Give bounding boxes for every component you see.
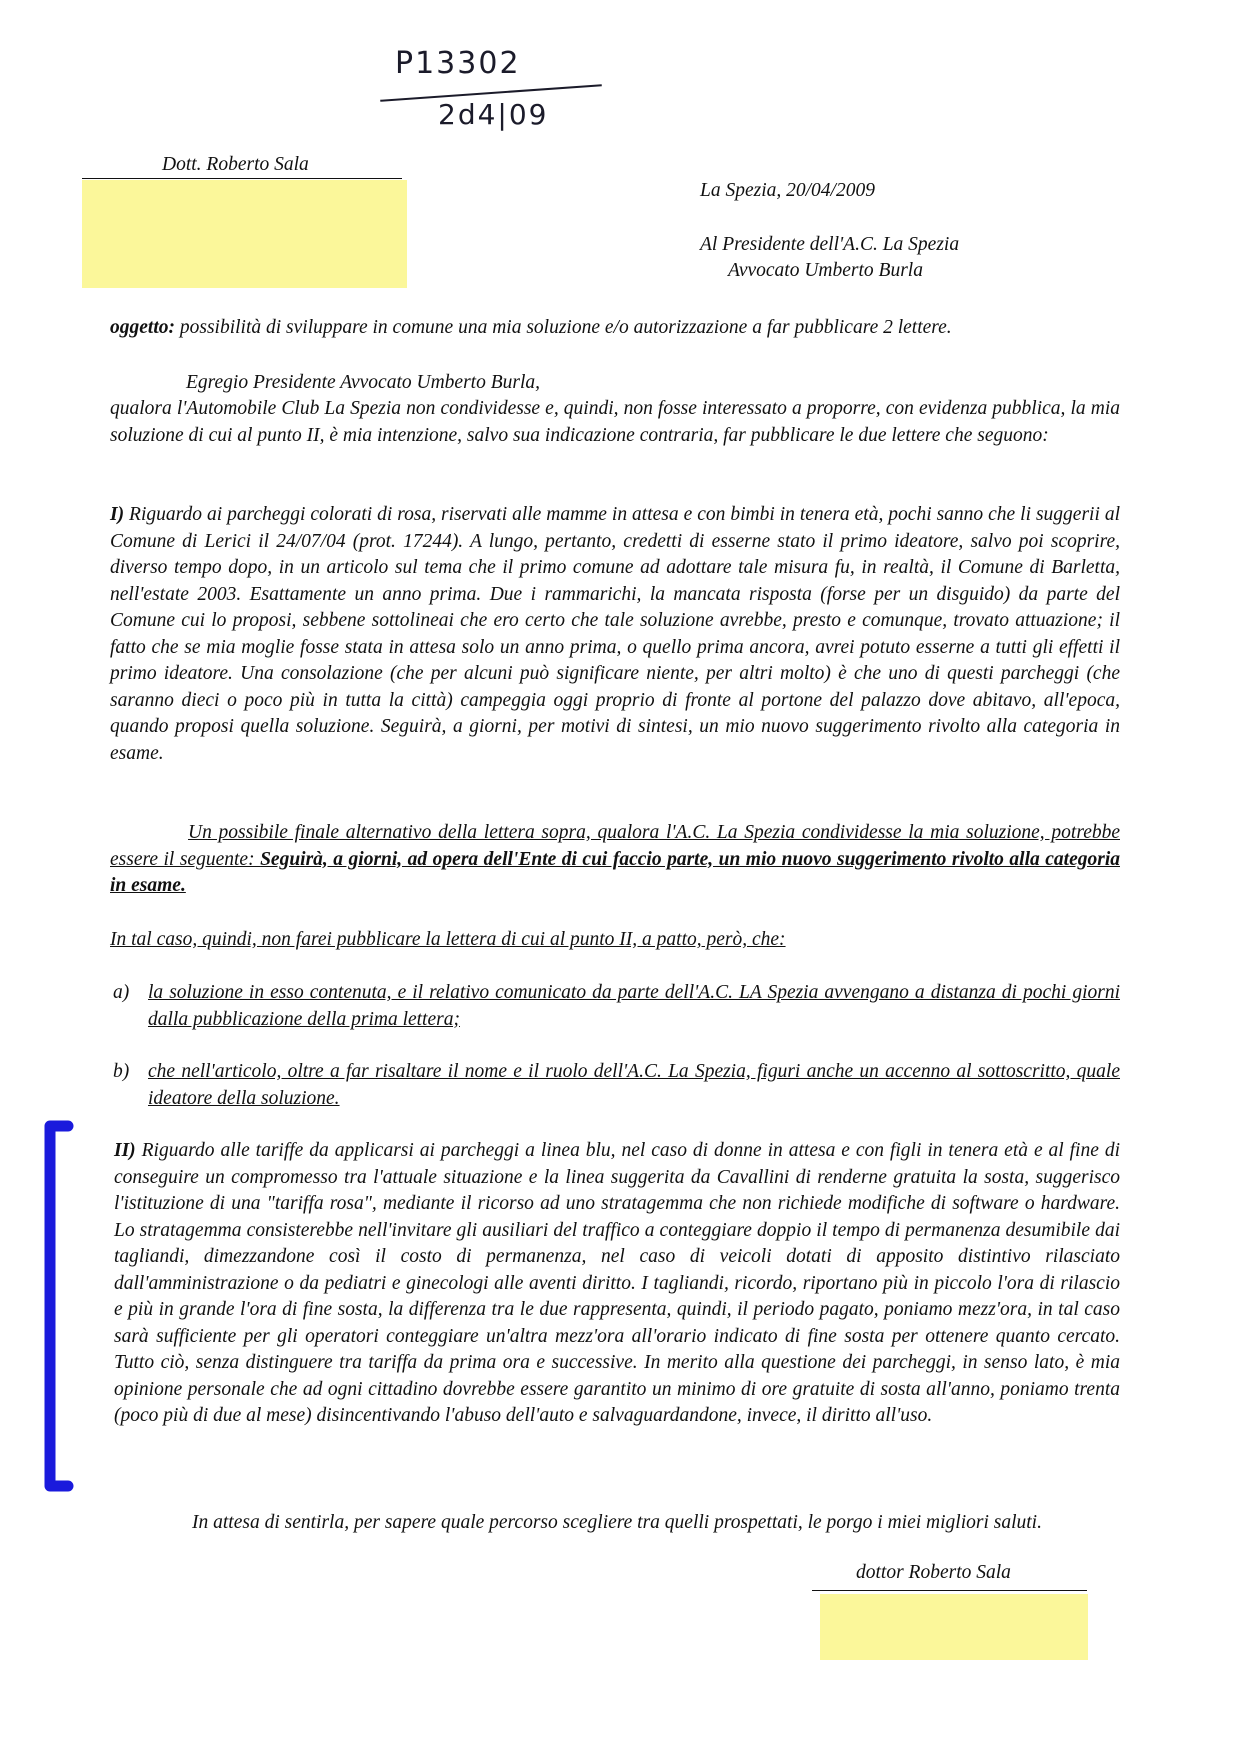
blue-bracket-mark (38, 1118, 78, 1494)
place-date: La Spezia, 20/04/2009 (700, 180, 875, 201)
section-ii-label: II) (114, 1140, 136, 1161)
alternative-ending-text: Un possibile finale alternativo della lettera sopra, qualora l'A.C. La Spezia condividesse la mia soluzione, potrebbe essere il seguente: (110, 822, 1120, 870)
section-i-text: Riguardo ai parcheggi colorati di rosa, riservati alle mamme in attesa e con bimbi in tenera età, pochi sanno che li suggerii al Comune di Lerici il 24/07/04 (prot. 17244). A lungo, pertanto, credetti di esserne stato il primo ideatore, salvo poi scoprire, diverso tempo dopo, in un articolo sul tema che il primo comune ad adottare tale misura fu, in realtà, il Comune di Barletta, nell'estate 2003. Esattamente un anno prima. Due i rammarichi, la mancata risposta (forse per un disguido) da parte del Comune cui lo proposi, sebbene sottolineai che ero certo che tale soluzione avrebbe, presto e comunque, trovato attuazione; il fatto che se mia moglie fosse stata in attesa solo un anno prima, o quello prima ancora, avrei potuto esserne a tutti gli effetti il primo ideatore. Una consolazione (che per alcuni può significare niente, per altri molto) è che uno di questi parcheggi (che saranno dieci o poco più in tutta la città) campeggia oggi proprio di fronte al portone del palazzo dove abitavo, all'epoca, quando proposi quella soluzione. Seguirà, a giorni, per motivi di sintesi, un mio nuovo suggerimento rivolto alla categoria in esame. (110, 504, 1120, 764)
condition-b-label: b) (113, 1061, 130, 1082)
handwritten-protocol-number: P13302 (395, 46, 521, 81)
condition-a-label: a) (113, 982, 130, 1003)
alternative-ending-paragraph (110, 820, 1120, 900)
section-i-label: I) (110, 504, 125, 525)
recipient-title: Al Presidente dell'A.C. La Spezia (700, 234, 960, 255)
condition-b-text: che nell'articolo, oltre a far risaltare il nome e il ruolo dell'A.C. La Spezia, figuri anche un accenno al sottoscritto, quale ideatore della soluzione. (148, 1061, 1120, 1109)
condition-intro: In tal caso, quindi, non farei pubblicare la lettera di cui al punto II, a patto, però, che: (110, 929, 786, 950)
closing-paragraph: In attesa di sentirla, per sapere quale percorso scegliere tra quelli prospettati, le porgo i miei migliori saluti. (192, 1512, 1042, 1533)
section-ii-text: Riguardo alle tariffe da applicarsi ai parcheggi a linea blu, nel caso di donne in attesa e con figli in tenera età e al fine di conseguire un compromesso tra l'attuale situazione e la linea suggerita da Cavallini di renderne gratuita la sosta, suggerisco l'istituzione di una "tariffa rosa", mediante il ricorso ad uno stratagemma che non richiede modifiche di software o hardware. Lo stratagemma consisterebbe nell'invitare gli ausiliari del traffico a conteggiare doppio il tempo di permanenza desumibile dai tagliandi, dimezzandone così il costo di permanenza, nel caso di veicoli dotati di apposito distintivo rilasciato dall'amministrazione o da pediatri e ginecologi alle aventi diritto. I tagliandi, ricordo, riportano più in piccolo l'ora di rilascio e più in grande l'ora di fine sosta, la differenza tra le due rappresenta, quindi, il periodo pagato, poniamo mezz'ora, in tal caso sarà sufficiente per gli operatori conteggiare un'altra mezz'ora all'orario indicato di fine sosta per ottenere quanto cercato. Tutto ciò, senza distinguere tra tariffa da prima ora e successive. In merito alla questione dei parcheggi, in senso lato, è mia opinione personale che ad ogni cittadino dovrebbe essere garantito un minimo di ore gratuite di sosta all'anno, poniamo trenta (poco più di due al mese) disincentivando l'abuso dell'auto e salvaguardandone, invece, il diritto all'uso. (114, 1140, 1120, 1426)
condition-a-text: la soluzione in esso contenuta, e il relativo comunicato da parte dell'A.C. LA Spezia avvengano a distanza di pochi giorni dalla pubblicazione della prima lettera; (148, 982, 1120, 1030)
intro-paragraph: qualora l'Automobile Club La Spezia non condividesse e, quindi, non fosse interessato a proporre, con evidenza pubblica, la mia soluzione di cui al punto II, è mia intenzione, salvo sua indicazione contraria, far pubblicare le due lettere che seguono: (110, 398, 1120, 446)
subject-label: oggetto: (110, 317, 175, 338)
signature-name: dottor Roberto Sala (856, 1562, 1011, 1583)
subject-line (110, 315, 1120, 342)
section-ii-paragraph (114, 1138, 1120, 1430)
redacted-signature (820, 1594, 1088, 1660)
recipient-name: Avvocato Umberto Burla (728, 260, 923, 281)
alternative-ending-bold: Seguirà, a giorni, ad opera dell'Ente di cui faccio parte, un mio nuovo suggerimento rivolto alla categoria in esame. (110, 848, 1120, 896)
section-i-paragraph (110, 502, 1120, 767)
handwritten-date-note: 2d4|09 (438, 98, 549, 131)
redacted-sender-address (82, 180, 407, 288)
sender-name: Dott. Roberto Sala (162, 154, 309, 175)
salutation: Egregio Presidente Avvocato Umberto Burla, (186, 372, 540, 393)
subject-text: possibilità di sviluppare in comune una mia soluzione e/o autorizzazione a far pubblicare 2 lettere. (174, 317, 952, 338)
signature-underline (812, 1590, 1087, 1591)
